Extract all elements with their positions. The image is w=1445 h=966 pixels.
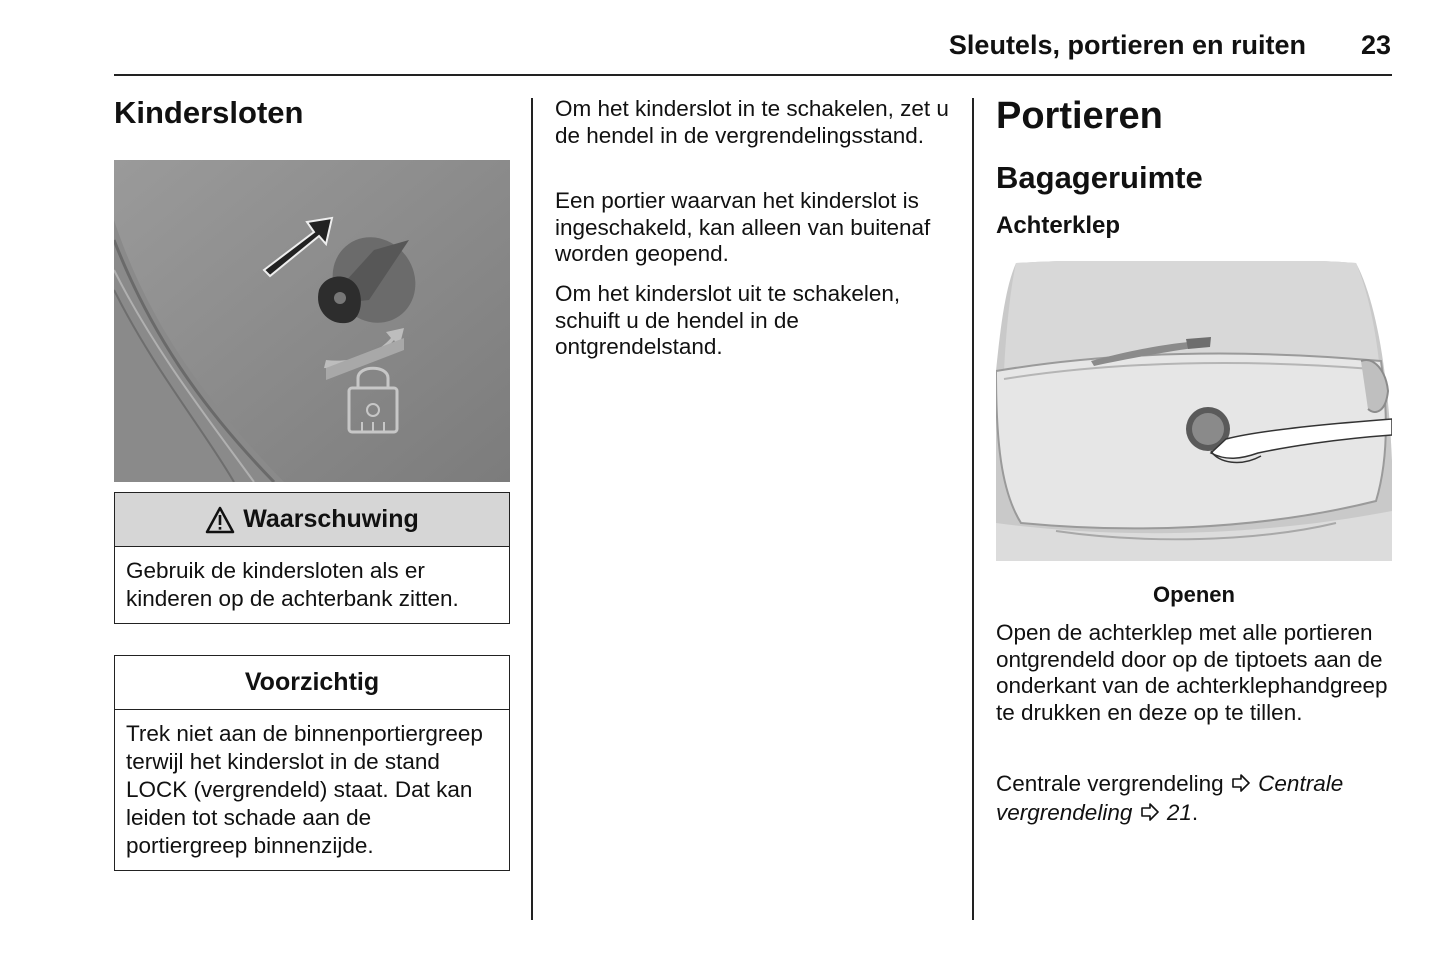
paragraph-open-tailgate: Open de achterklep met alle portieren ontgrendeld door op de tiptoets aan de onderkant van de achterklephandgreep te drukken en deze op te tillen. <box>996 620 1388 725</box>
warning-box-header <box>115 493 509 547</box>
reference-arrow-icon <box>1230 770 1252 788</box>
illustration-caption: Openen <box>1153 582 1235 607</box>
reference-arrow-icon <box>1139 799 1161 817</box>
warning-box <box>114 492 510 624</box>
column-divider-right <box>972 98 974 920</box>
page-number: 23 <box>1360 30 1391 60</box>
warning-box-title: Waarschuwing <box>243 505 419 533</box>
warning-triangle-icon <box>205 506 235 534</box>
caution-box <box>114 655 510 871</box>
caution-box-text: Trek niet aan de binnenportiergreep terwijl het kinderslot in de stand LOCK (vergrendeld) staat. Dat kan leiden tot schade aan de portiergreep binnenzijde. <box>126 721 483 858</box>
column-divider-left <box>531 98 533 920</box>
section-heading-bagageruimte: Bagageruimte <box>996 160 1203 195</box>
crossref-page[interactable]: 21 <box>1166 800 1192 825</box>
cross-reference <box>996 769 1392 827</box>
paragraph-enable-child-lock: Om het kinderslot in te schakelen, zet u de hendel in de vergrendelingsstand. <box>555 96 949 148</box>
chapter-heading-portieren: Portieren <box>996 95 1163 137</box>
subsection-heading-achterklep: Achterklep <box>996 212 1121 239</box>
paragraph-child-lock-effect: Een portier waarvan het kinderslot is ingeschakeld, kan alleen van buitenaf worden geopend. <box>555 188 931 266</box>
header-rule <box>114 74 1392 76</box>
tailgate-illustration <box>996 261 1392 561</box>
paragraph-disable-child-lock: Om het kinderslot uit te schakelen, schuift u de hendel in de ontgrendelstand. <box>555 281 901 359</box>
running-header-title: Sleutels, portieren en ruiten <box>948 30 1306 60</box>
crossref-period: . <box>1191 800 1199 825</box>
crossref-link[interactable]: Centrale vergrendeling <box>996 771 1344 825</box>
crossref-text: Centrale vergrendeling <box>996 771 1224 796</box>
warning-box-text: Gebruik de kindersloten als er kinderen op de achterbank zitten. <box>126 558 459 611</box>
caution-box-header: Voorzichtig <box>115 656 509 710</box>
child-lock-illustration <box>114 160 510 482</box>
section-heading-kindersloten: Kindersloten <box>114 95 304 130</box>
